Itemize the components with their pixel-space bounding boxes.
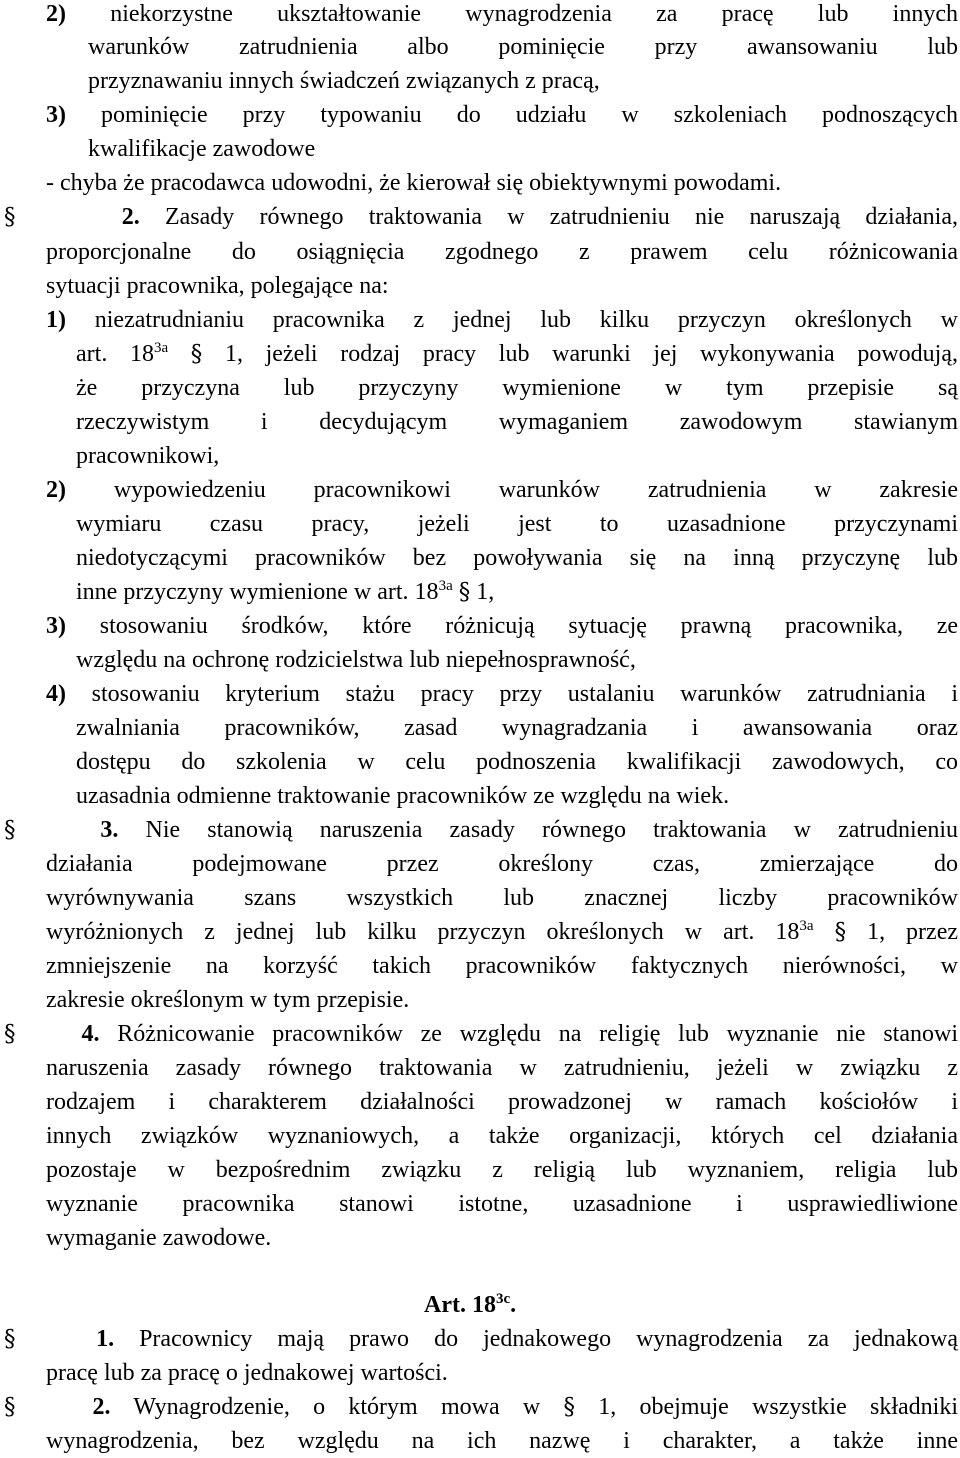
text-line: wynagrodzenia, bez względu na ich nazwę i charakter, a także inne	[46, 1428, 958, 1454]
text-line: pracownikowi,	[76, 443, 220, 469]
text-line: wymaganie zawodowe.	[46, 1225, 272, 1251]
paragraph-sign: §	[458, 579, 471, 605]
section-number: 3.	[100, 817, 119, 843]
text-line: rodzajem i charakterem działalności prowadzonej w ramach kościołów i	[46, 1089, 958, 1115]
art-section-2-line: 2. Wynagrodzenie, o którym mowa w § 1, obejmuje wszystkie składniki	[92, 1394, 958, 1420]
subitem-3-line: 3) stosowaniu środków, które różnicują sytuację prawną pracownika, ze	[46, 613, 958, 639]
section-2-line: 2. Zasady równego traktowania w zatrudnieniu nie naruszają działania,	[121, 204, 958, 230]
text-line: wymiaru czasu pracy, jeżeli jest to uzasadnione przyczynami	[76, 511, 958, 537]
text-line: warunków zatrudnienia albo pominięcie przy awansowaniu lub	[88, 34, 958, 60]
subitem-4-line: 4) stosowaniu kryterium stażu pracy przy ustalaniu warunków zatrudniania i	[46, 681, 958, 707]
text-line: rzeczywistym i decydującym wymaganiem zawodowym stawianym	[76, 409, 958, 435]
text-line: zmniejszenie na korzyść takich pracowników faktycznych nierówności, w	[46, 953, 958, 979]
text-line: wyrównywania szans wszystkich lub znacznej liczby pracowników	[46, 885, 958, 911]
section-number: 2.	[121, 204, 140, 230]
paragraph-sign: §	[190, 341, 203, 367]
text-line: działania podejmowane przez określony czas, zmierzające do	[46, 851, 958, 877]
section-number: 1.	[96, 1326, 115, 1352]
paragraph-sign: §	[834, 919, 847, 945]
text-line: kwalifikacje zawodowe	[88, 136, 316, 162]
subitem-2-line: 2) wypowiedzeniu pracownikowi warunków zatrudnienia w zakresie	[46, 477, 958, 503]
text-line: art. $18^{3a}$ § 1, jeżeli rodzaj pracy lub warunki jej wykonywania powodują,	[76, 340, 959, 367]
paragraph-sign: §	[4, 1394, 16, 1420]
text-line: naruszenia zasady równego traktowania w zatrudnieniu, jeżeli w związku z	[46, 1055, 958, 1081]
section-number: 2.	[92, 1394, 111, 1420]
paragraph-sign: §	[4, 1326, 16, 1352]
subitem-1-line: 1) niezatrudnianiu pracownika z jednej lub kilku przyczyn określonych w	[46, 307, 958, 333]
text-line: proporcjonalne do osiągnięcia zgodnego z prawem celu różnicowania	[46, 239, 958, 265]
item-number: 2)	[46, 1, 66, 27]
text-line: inne przyczyny wymienione w art. $18^{3a}$ § 1,	[76, 578, 495, 605]
text-line: że przyczyna lub przyczyny wymienione w tym przepisie są	[76, 375, 958, 401]
paragraph-sign: §	[563, 1394, 575, 1420]
item-number: 3)	[46, 102, 66, 128]
text-line: względu na ochronę rodzicielstwa lub niepełnosprawność,	[76, 647, 636, 673]
text-line: wyróżnionych z jednej lub kilku przyczyn określonych w art. $18^{3a}$ § 1, przez	[46, 918, 959, 945]
text-line: zwalniania pracowników, zasad wynagradzania i awansowania oraz	[76, 715, 958, 741]
section-number: 4.	[81, 1021, 100, 1047]
text-line: wyznanie pracownika stanowi istotne, uzasadnione i usprawiedliwione	[46, 1191, 958, 1217]
text-line: pozostaje w bezpośrednim związku z religią lub wyznaniem, religia lub	[46, 1157, 958, 1183]
item-3-line: 3) pominięcie przy typowaniu do udziału w szkoleniach podnoszących	[46, 102, 958, 128]
text-line: dostępu do szkolenia w celu podnoszenia kwalifikacji zawodowych, co	[76, 749, 958, 775]
section-4-line: 4. Różnicowanie pracowników ze względu na religię lub wyznanie nie stanowi	[81, 1021, 958, 1047]
paragraph-sign: §	[4, 817, 16, 843]
item-2-line: 2) niekorzystne ukształtowanie wynagrodzenia za pracę lub innych	[46, 1, 958, 27]
text-line: uzasadnia odmienne traktowanie pracowników ze względu na wiek.	[76, 783, 730, 809]
art-section-1-line: 1. Pracownicy mają prawo do jednakowego wynagrodzenia za jednakową	[96, 1326, 959, 1352]
text-line: - chyba że pracodawca udowodni, że kierował się obiektywnymi powodami.	[46, 170, 782, 196]
text-line: niedotyczącymi pracowników bez powoływania się na inną przyczynę lub	[76, 545, 958, 571]
article-heading: Art. $18^{3c}$.	[424, 1291, 517, 1318]
paragraph-sign: §	[4, 1021, 16, 1047]
text-line: zakresie określonym w tym przepisie.	[46, 987, 410, 1013]
paragraph-sign: §	[4, 204, 16, 230]
text-line: pracę lub za pracę o jednakowej wartości.	[46, 1360, 448, 1386]
text-line: przyznawaniu innych świadczeń związanych z pracą,	[88, 68, 600, 94]
text-line: innych związków wyznaniowych, a także organizacji, których cel działania	[46, 1123, 958, 1149]
text-line: sytuacji pracownika, polegające na:	[46, 273, 389, 299]
section-3-line: 3. Nie stanowią naruszenia zasady równego traktowania w zatrudnieniu	[100, 817, 959, 843]
